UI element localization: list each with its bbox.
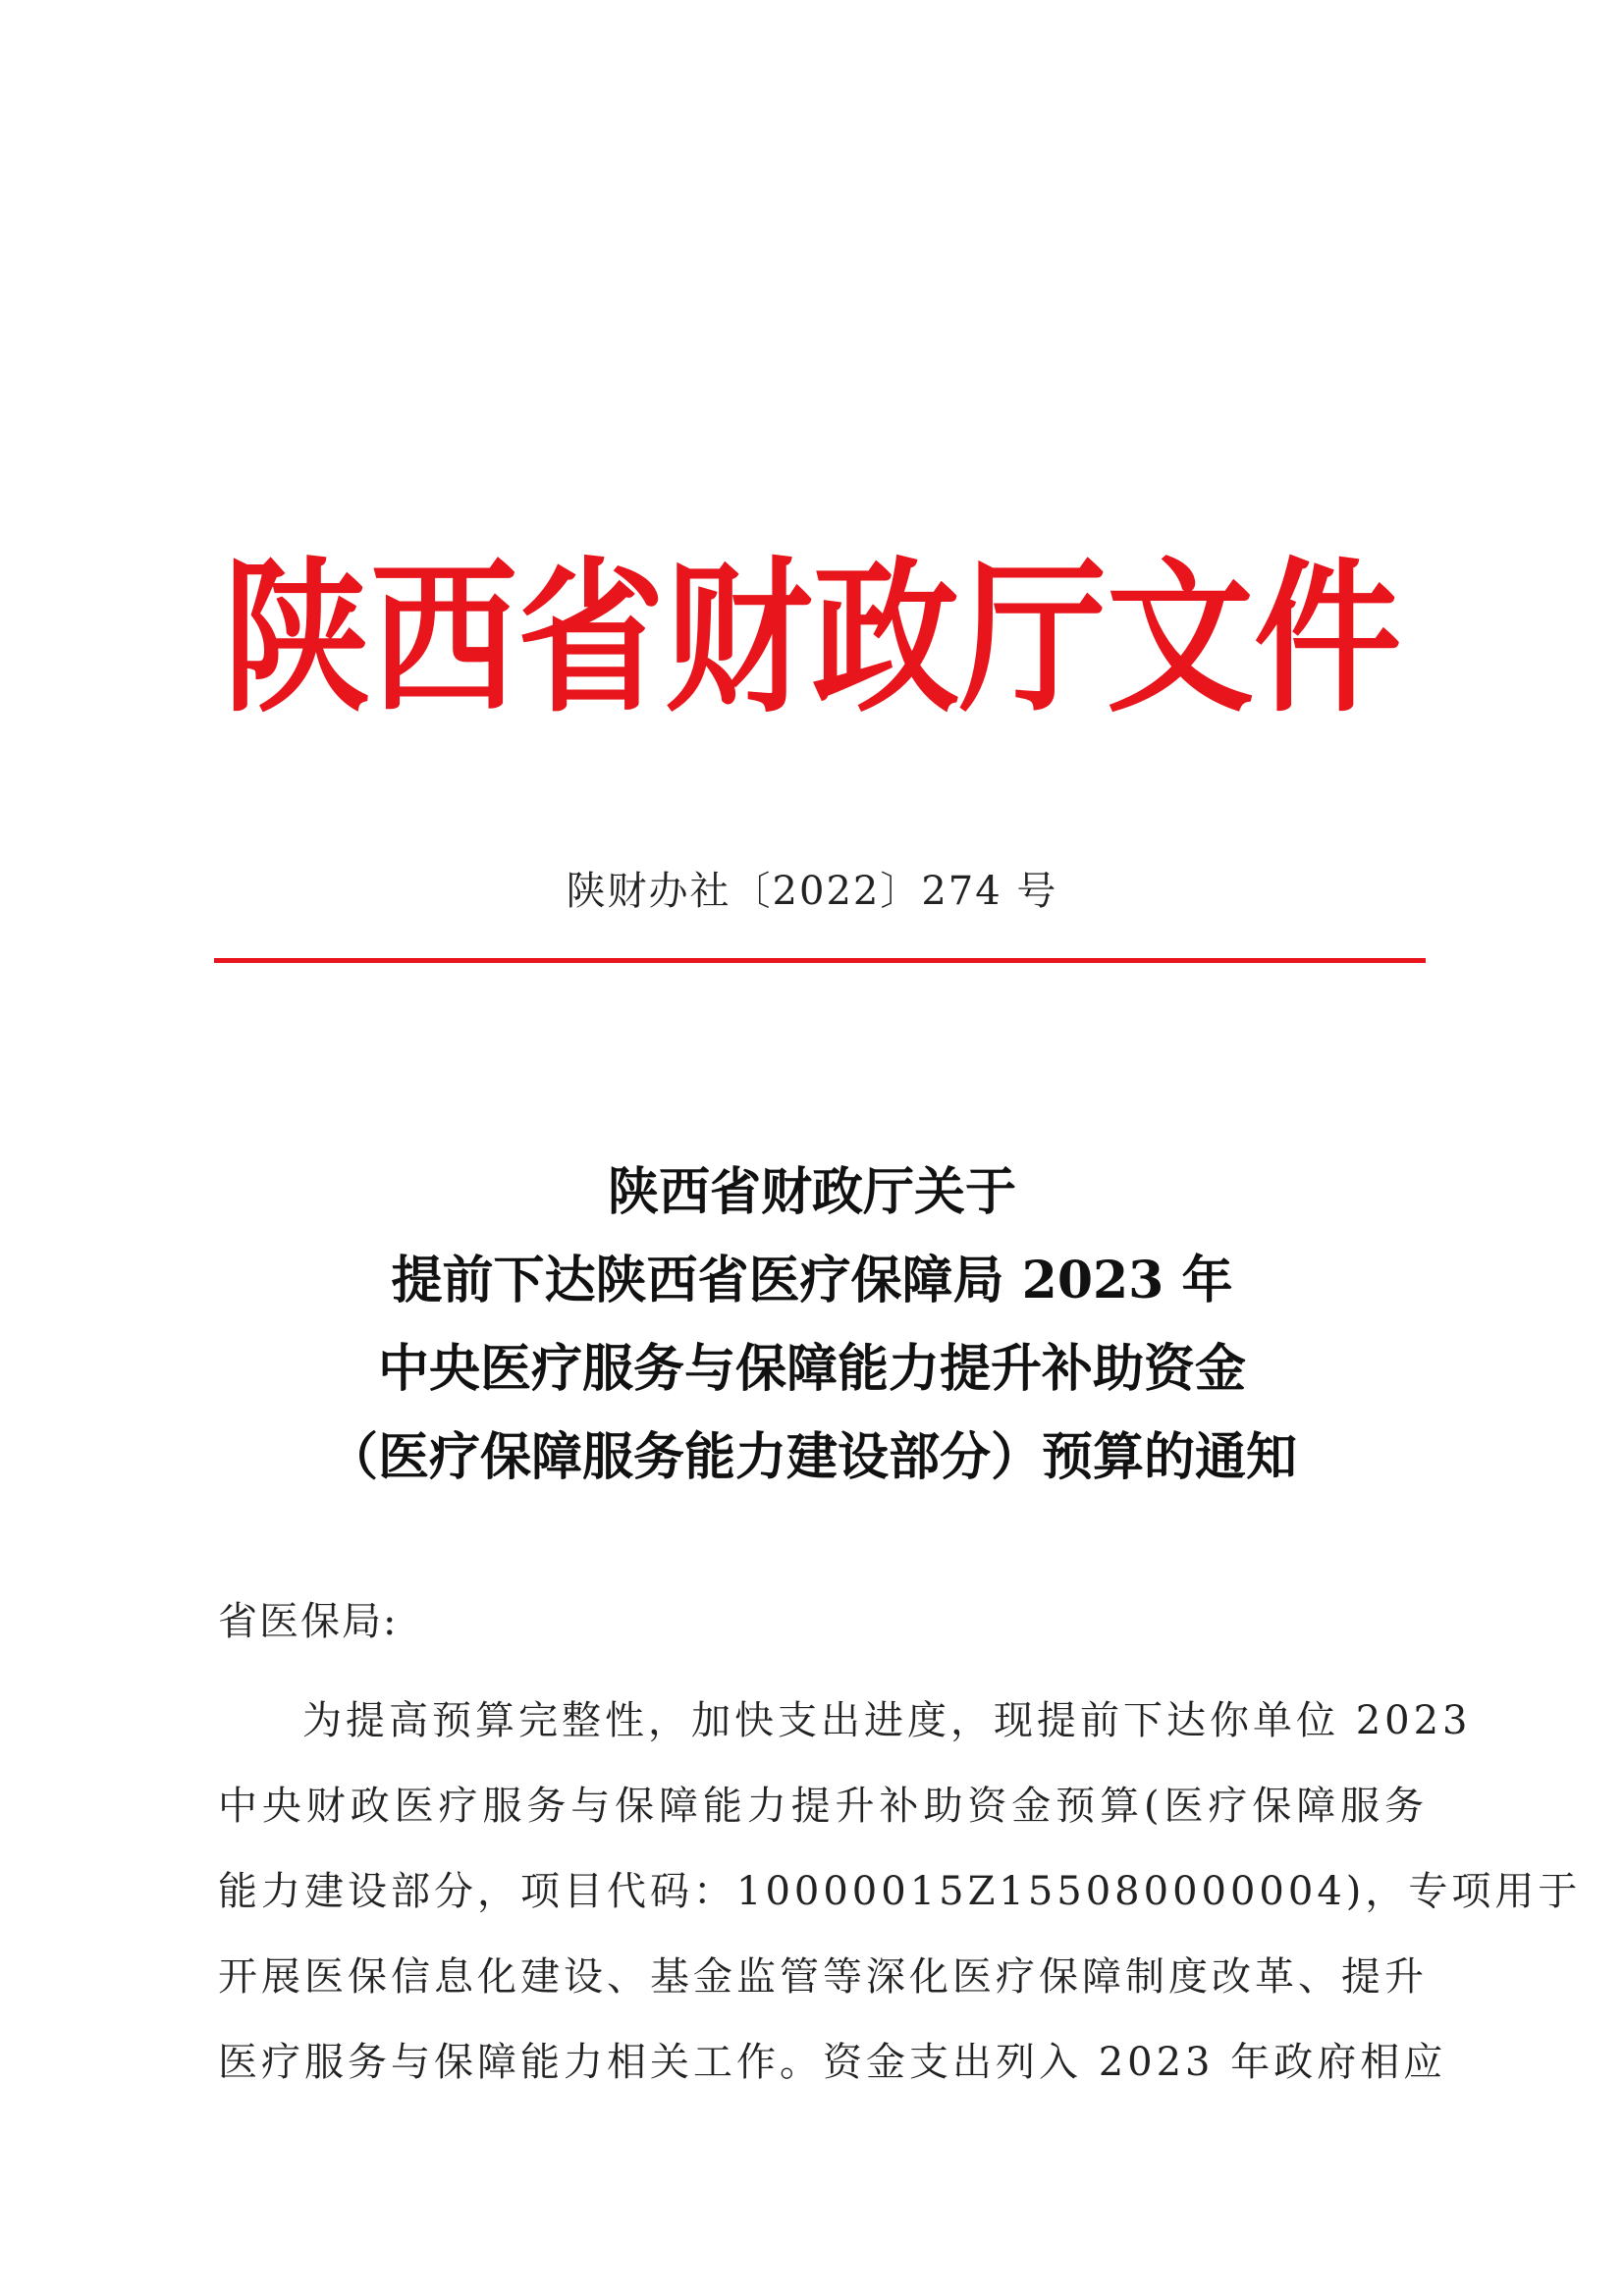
title-line: （医疗保障服务能力建设部分）预算的通知: [326, 1427, 1297, 1487]
body-paragraph: [218, 1679, 1582, 2106]
body-line: 能力建设部分，项目代码：10000015Z155080000004)，专项用于: [218, 1869, 1582, 1914]
title-line: 提前下达陕西省医疗保障局 2023 年: [391, 1251, 1233, 1310]
body-line: 为提高预算完整性，加快支出进度，现提前下达你单位 2023: [302, 1698, 1472, 1743]
document-number: 陕财办社〔2022〕274 号: [566, 869, 1058, 914]
masthead-title: 陕西省财政厅文件: [222, 543, 1401, 735]
salutation: 省医保局:: [218, 1599, 399, 1644]
title-line: 中央医疗服务与保障能力提升补助资金: [377, 1339, 1246, 1399]
notice-title: [0, 1148, 1624, 1502]
title-line: 陕西省财政厅关于: [607, 1162, 1016, 1222]
body-line: 医疗服务与保障能力相关工作。资金支出列入 2023 年政府相应: [218, 2040, 1447, 2085]
body-line: 中央财政医疗服务与保障能力提升补助资金预算(医疗保障服务: [218, 1784, 1428, 1829]
red-divider-line: [214, 958, 1426, 963]
body-line: 开展医保信息化建设、基金监管等深化医疗保障制度改革、提升: [218, 1954, 1428, 2000]
